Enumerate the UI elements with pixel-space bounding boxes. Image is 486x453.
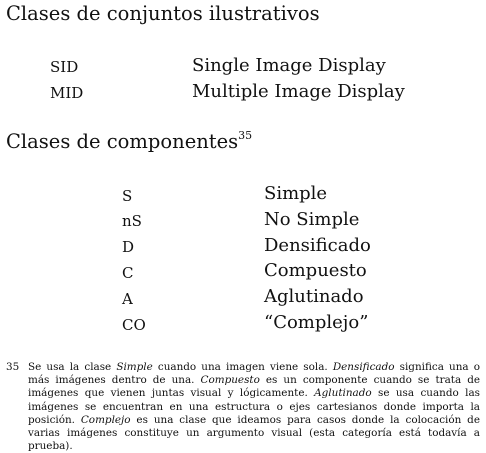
footnote-segment: cuando una imagen viene sola. xyxy=(152,361,333,373)
definition-ns: No Simple xyxy=(264,209,360,230)
definition-d: Densificado xyxy=(264,235,371,256)
definition-c: Compuesto xyxy=(264,260,367,281)
footnote-term-densificado: Densificado xyxy=(332,361,395,373)
section-title-illustrative-sets: Clases de conjuntos ilustrativos xyxy=(6,2,320,25)
footnote-term-compuesto: Compuesto xyxy=(200,374,260,387)
abbr-c: C xyxy=(122,264,134,282)
section-title-component-classes xyxy=(6,130,252,154)
footnote-number: 35 xyxy=(6,361,20,373)
footnote-term-aglutinado: Aglutinado xyxy=(314,387,372,400)
abbr-d: D xyxy=(122,238,135,256)
footnote-reference: 35 xyxy=(238,129,253,142)
footnote-term-complejo: Complejo xyxy=(80,413,131,426)
definition-a: Aglutinado xyxy=(264,286,364,307)
footnote-segment: significa una o más imágenes dentro de una. xyxy=(28,361,480,387)
abbr-s: S xyxy=(122,187,133,205)
definition-mid: Multiple Image Display xyxy=(192,81,405,102)
footnote-text xyxy=(28,361,480,453)
definition-co: “Complejo” xyxy=(264,312,369,333)
definition-s: Simple xyxy=(264,183,328,204)
section-title-text: Clases de componentes xyxy=(6,130,239,153)
definition-sid: Single Image Display xyxy=(192,55,386,76)
footnote-segment: Se usa la clase xyxy=(28,361,117,373)
abbr-co: CO xyxy=(122,316,146,334)
abbr-mid: MID xyxy=(50,84,84,102)
abbr-a: A xyxy=(122,290,133,308)
abbr-sid: SID xyxy=(50,58,79,76)
abbr-ns: nS xyxy=(122,212,142,230)
footnote xyxy=(6,361,480,453)
footnote-segment: se usa cuando las imágenes se encuentran en una estructura o ejes cartesianos donde importa la posición. xyxy=(28,387,480,426)
footnote-segment: es una clase que ideamos para casos donde la colocación de varias imágenes constituye un argumento visual (esta categoría está todavía a prueba). xyxy=(28,413,480,453)
footnote-segment: es un componente cuando se trata de imágenes que vienen juntas visual y lógicamente. xyxy=(28,374,480,400)
footnote-term-simple: Simple xyxy=(116,361,153,373)
